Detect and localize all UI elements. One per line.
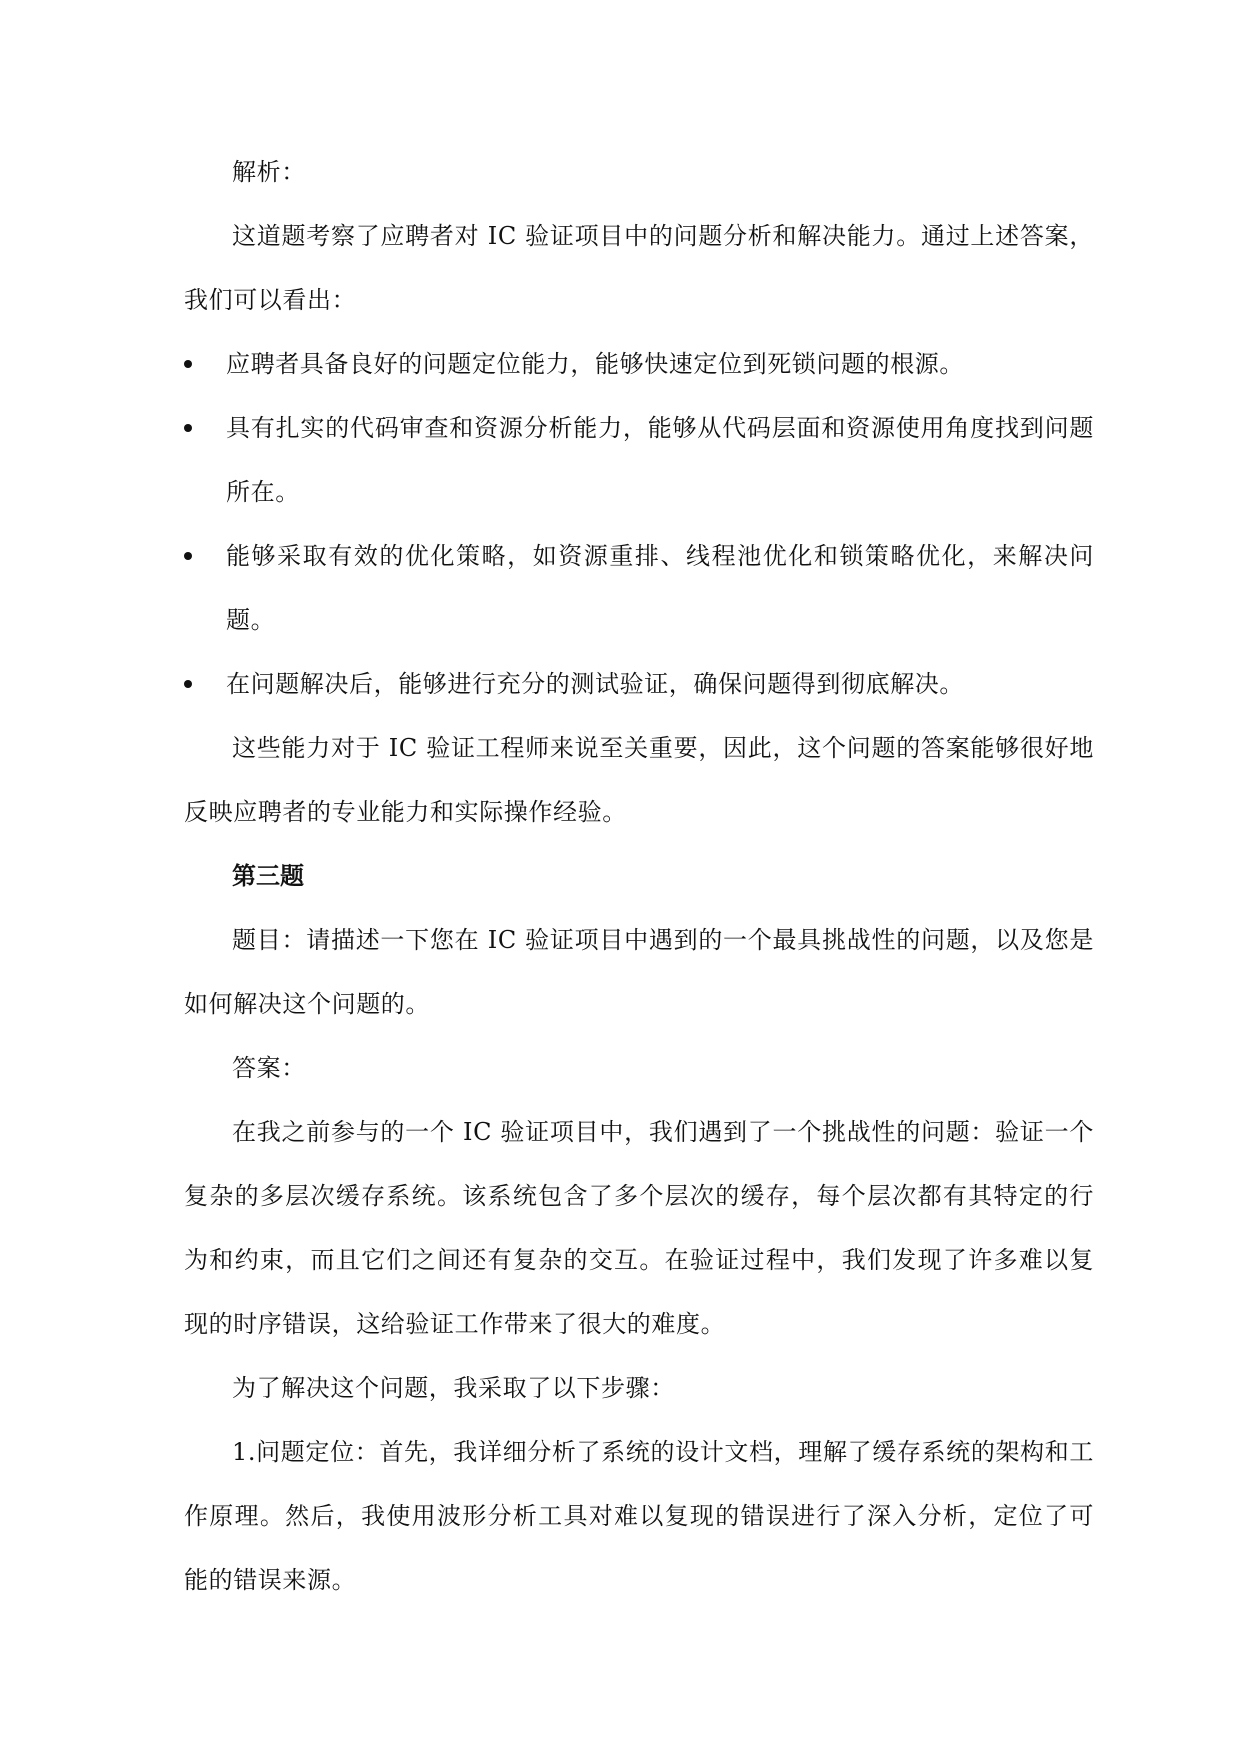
- list-item: [184, 332, 1094, 396]
- list-item-text: 应聘者具备良好的问题定位能力，能够快速定位到死锁问题的根源。: [226, 350, 964, 378]
- question-text: 题目：请描述一下您在 IC 验证项目中遇到的一个最具挑战性的问题，以及您是如何解决这个问题的。: [184, 926, 1094, 1018]
- answer-label: 答案：: [232, 1054, 306, 1082]
- analysis-intro: 这道题考察了应聘者对 IC 验证项目中的问题分析和解决能力。通过上述答案，我们可以看出：: [184, 222, 1094, 314]
- section-heading: 第三题: [232, 862, 304, 890]
- steps-intro: 为了解决这个问题，我采取了以下步骤：: [232, 1374, 675, 1402]
- document-body: [184, 140, 1094, 1612]
- analysis-conclusion: 这些能力对于 IC 验证工程师来说至关重要，因此，这个问题的答案能够很好地反映应聘者的专业能力和实际操作经验。: [184, 734, 1094, 826]
- list-item-text: 能够采取有效的优化策略，如资源重排、线程池优化和锁策略优化，来解决问题。: [226, 542, 1094, 634]
- list-item: [184, 652, 1094, 716]
- step-1: 1.问题定位：首先，我详细分析了系统的设计文档，理解了缓存系统的架构和工作原理。然后，我使用波形分析工具对难以复现的错误进行了深入分析，定位了可能的错误来源。: [184, 1438, 1094, 1594]
- list-item-text: 具有扎实的代码审查和资源分析能力，能够从代码层面和资源使用角度找到问题所在。: [226, 414, 1094, 506]
- list-item: [184, 396, 1094, 524]
- analysis-points-list: [184, 332, 1094, 716]
- bullet-icon: [184, 360, 192, 368]
- answer-paragraph: 在我之前参与的一个 IC 验证项目中，我们遇到了一个挑战性的问题：验证一个复杂的多层次缓存系统。该系统包含了多个层次的缓存，每个层次都有其特定的行为和约束，而且它们之间还有复杂的交互。在验证过程中，我们发现了许多难以复现的时序错误，这给验证工作带来了很大的难度。: [184, 1118, 1094, 1338]
- bullet-icon: [184, 552, 192, 560]
- list-item: [184, 524, 1094, 652]
- list-item-text: 在问题解决后，能够进行充分的测试验证，确保问题得到彻底解决。: [226, 670, 964, 698]
- bullet-icon: [184, 680, 192, 688]
- bullet-icon: [184, 424, 192, 432]
- analysis-label: 解析：: [232, 158, 306, 186]
